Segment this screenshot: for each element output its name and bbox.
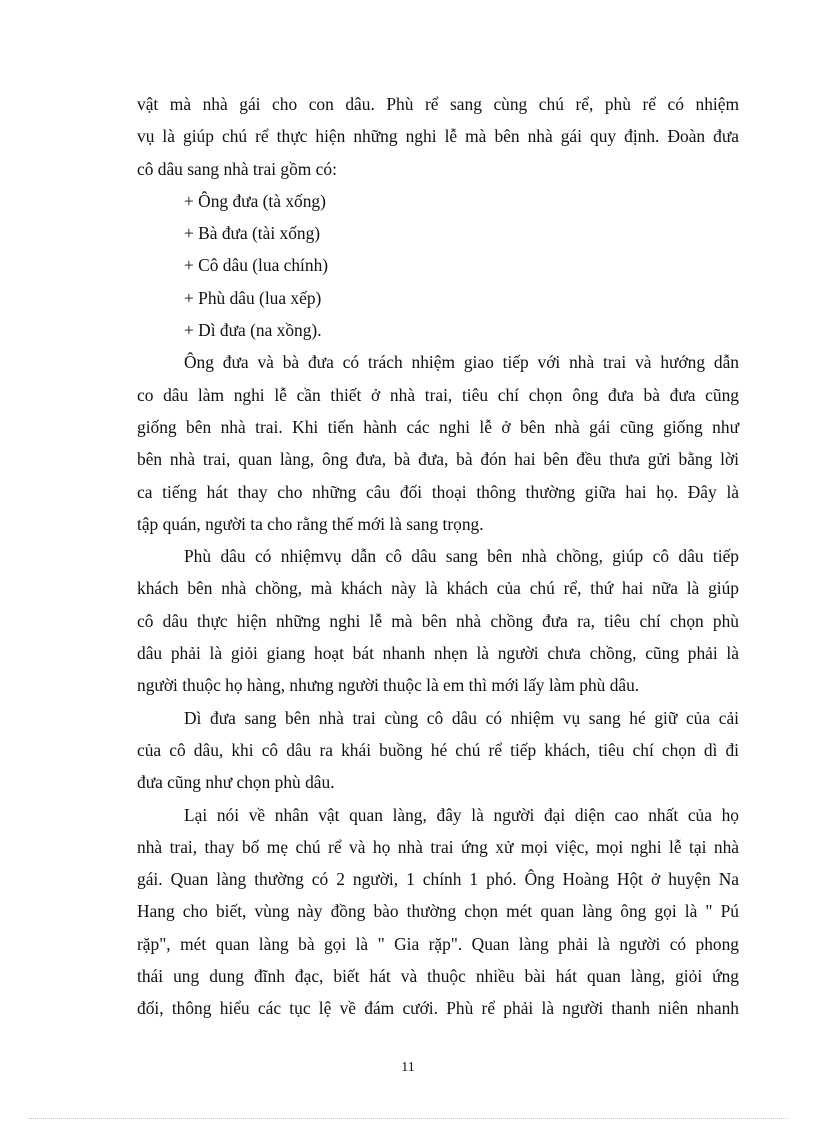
text-line: giống bên nhà trai. Khi tiến hành các nghi lễ ở bên nhà gái cũng giống như xyxy=(137,416,739,437)
list-item: + Cô dâu (lua chính) xyxy=(184,255,329,276)
page-number: 11 xyxy=(401,1060,415,1075)
text-line: ca tiếng hát thay cho những câu đối thoại thông thường giữa hai họ. Đây là xyxy=(137,481,739,502)
text-line: đối, thông hiểu các tục lệ về đám cưới. Phù rể phải là người thanh niên nhanh xyxy=(137,998,739,1019)
text-line: vật mà nhà gái cho con dâu. Phù rể sang cùng chú rể, phù rể có nhiệm xyxy=(137,94,739,114)
text-line: người thuộc họ hàng, nhưng người thuộc là em thì mới lấy làm phù dâu. xyxy=(137,675,640,696)
footer-divider xyxy=(28,1118,788,1119)
text-line: Hang cho biết, vùng này đồng bào thường chọn mét quan làng ông gọi là " Pú xyxy=(137,901,739,922)
text-line: co dâu làm nghi lễ cần thiết ở nhà trai, tiêu chí chọn ông đưa bà đưa cũng xyxy=(137,384,739,405)
text-line: nhà trai, thay bố mẹ chú rể và họ nhà trai ứng xử mọi việc, mọi nghi lễ tại nhà xyxy=(137,836,739,857)
text-line: gái. Quan làng thường có 2 người, 1 chính 1 phó. Ông Hoàng Hột ở huyện Na xyxy=(137,869,739,890)
text-line: rặp", mét quan làng bà gọi là " Gia rặp". Quan làng phải là người có phong xyxy=(137,933,739,954)
list-item: + Bà đưa (tài xống) xyxy=(184,223,321,244)
list-item: + Dì đưa (na xồng). xyxy=(184,320,322,341)
text-line: của cô dâu, khi cô dâu ra khái buồng hé chú rể tiếp khách, tiêu chí chọn dì đi xyxy=(137,739,739,760)
text-line: khách bên nhà chồng, mà khách này là khách của chú rể, thứ hai nữa là giúp xyxy=(137,578,739,599)
text-line: cô dâu thực hiện những nghi lễ mà bên nhà chồng đưa ra, tiêu chí chọn phù xyxy=(137,610,739,631)
text-line: đưa cũng như chọn phù dâu. xyxy=(137,772,335,793)
paragraph-first-line: Dì đưa sang bên nhà trai cùng cô dâu có nhiệm vụ sang hé giữ của cải xyxy=(184,707,739,728)
text-line: dâu phải là giỏi giang hoạt bát nhanh nhẹn là người chưa chồng, cũng phải là xyxy=(137,643,739,664)
text-line: cô dâu sang nhà trai gồm có: xyxy=(137,158,337,179)
text-line: vụ là giúp chú rể thực hiện những nghi lễ mà bên nhà gái quy định. Đoàn đưa xyxy=(137,126,739,147)
paragraph-first-line: Ông đưa và bà đưa có trách nhiệm giao tiếp với nhà trai và hướng dẫn xyxy=(184,352,739,373)
list-item: + Phù dâu (lua xếp) xyxy=(184,287,322,308)
text-line: tập quán, người ta cho rằng thế mới là sang trọng. xyxy=(137,513,484,534)
body-text xyxy=(137,88,739,1025)
list-item: + Ông đưa (tà xống) xyxy=(184,190,326,211)
text-line: bên nhà trai, quan làng, ông đưa, bà đưa, bà đón hai bên đều thưa gửi bằng lời xyxy=(137,449,739,470)
paragraph-first-line: Lại nói về nhân vật quan làng, đây là người đại diện cao nhất của họ xyxy=(184,804,739,825)
paragraph-first-line: Phù dâu có nhiệmvụ dẫn cô dâu sang bên nhà chồng, giúp cô dâu tiếp xyxy=(184,546,739,567)
text-line: thái ung dung đĩnh đạc, biết hát và thuộc nhiều bài hát quan làng, giỏi ứng xyxy=(137,966,739,987)
